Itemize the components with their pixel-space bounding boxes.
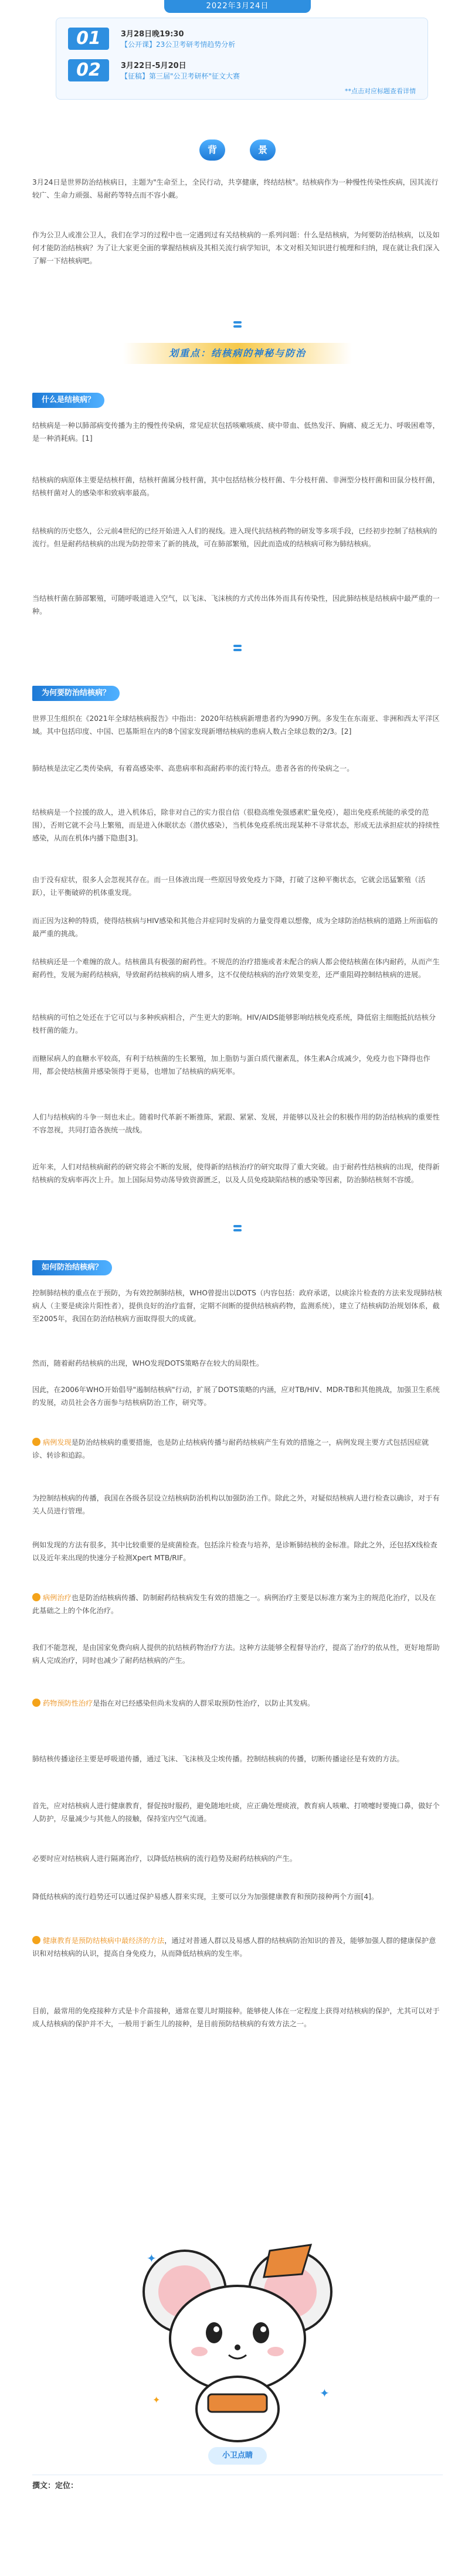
paragraph: 必要时应对结核病人进行隔离治疗，以降低结核病的流行趋势及耐药结核病的产生。 [32,1854,297,1863]
body-text: ，通过对普通人群以及易感人群的结核病防治知识的普及，能够加强人群的健康保护意识和对结核病的认识，提高自身免疫力，从而降低结核病的发生率。 [32,1937,436,1958]
paragraph-preventive-therapy [32,1697,443,1710]
section-divider [233,645,242,656]
key-icon [32,1699,40,1707]
intro-paragraph: 3月24日是世界防治结核病日，主题为"生命至上，全民行动，共享健康，终结结核"。结核病作为一种慢性传染性疾病，因其流行较广、生命力顽强、易耐药等特点而不容小觑。 [32,178,439,199]
paragraph: 降低结核病的流行趋势还可以通过保护易感人群来实现，主要可以分为加强健康教育和预防接种两个方面[4]。 [32,1893,379,1901]
timeline-number: 02 [68,59,109,81]
paragraph: 然而，随着耐药结核病的出现，WHO发现DOTS策略存在较大的局限性。 [32,1359,264,1367]
timeline-box [56,18,428,100]
paragraph: 肺结核是法定乙类传染病，有着高感染率、高患病率和高耐药率的流行特点。患者各省的传染病之一。 [32,764,354,773]
timeline-note: **点击对应标题查看详情 [345,87,416,95]
lead-text: 病例治疗 [43,1594,72,1602]
paragraph: 而正因为这种的特质，使得结核病与HIV感染和其他合并症同时发病的力量变得难以想像，成为全球防治结核病的道路上所面临的最严重的挑战。 [32,917,438,938]
date-ribbon: 2022年3月24日 [164,0,311,13]
paragraph: 控制肺结核的重点在于预防，为有效控制肺结核，WHO曾提出以DOTS（内容包括：政府承诺，以痰涂片检查的方法来发现肺结核病人（主要是痰涂片阳性者），提供良好的治疗监督，定期不间断的提供结核病药物，监测系统），建立了结核病防治规划体系，截至2005年，我国在防治结核病方面取得很大的成就。 [32,1289,442,1323]
paragraph: 首先，应对结核病人进行健康教育，督促按时服药，避免随地吐痰，应正确处理痰液，教育病人咳嗽、打喷嚏时要掩口鼻，做好个人防护，尽量减少与其他人的接触，保持室内空气流通。 [32,1802,440,1823]
body-text: 是指在对已经感染但尚未发病的人群采取预防性治疗，以防止其发病。 [93,1699,315,1707]
paragraph-health-education [32,1934,443,1960]
paragraph: 结核病的病原体主要是结核杆菌，结核杆菌属分枝杆菌，其中包括结核分枝杆菌、牛分枝杆菌、非洲型分枝杆菌和田鼠分枝杆菌，结核杆菌对人的感染率和致病率最高。 [32,476,440,497]
paragraph: 因此，在2006年WHO开始倡导"遏制结核病"行动，扩展了DOTS策略的内涵，应对TB/HIV、MDR-TB和其他挑战，加强卫生系统的发展，动员社会各方面参与结核病防治工作，研究等。 [32,1386,440,1407]
tag-why-prevent: 为何要防治结核病？ [32,686,120,701]
paragraph: 世界卫生组织在《2021年全球结核病报告》中指出：2020年结核病新增患者约为990万例。多发生在东南亚、非洲和西太平洋区域。其中包括印度、中国、巴基斯坦在内的8个国家发现新增结核病的患病人数占全球总数的2/3。[2] [32,714,440,736]
timeline-link[interactable]: 【公开课】23公卫考研考情趋势分析 [121,40,236,49]
paragraph: 结核病的历史悠久，公元前4世纪的已经开始进入人们的视线。进入现代抗结核药物的研发等多项手段，已经初步控制了结核病的流行。但是耐药结核病的出现为防控带来了新的挑战，可在肺部繁殖，因此而造成的结核病可称为肺结核病。 [32,527,437,548]
svg-text:✦: ✦ [147,2251,157,2265]
author-label: 撰文：定位： [32,2482,79,2490]
paragraph-case-treatment [32,1591,443,1617]
body-text: 也是防治结核病传播、防制耐药结核病发生有效的措施之一。病例治疗主要是以标准方案为主的规范化治疗，以及在此基础之上的个体化治疗。 [32,1594,436,1615]
lead-text: 药物预防性治疗 [43,1699,93,1707]
key-points-banner: 划重点：结核病的神秘与防治 [123,343,352,364]
background-section-title [194,139,281,161]
section-divider [233,321,242,333]
paragraph: 而糖尿病人的血糖水平较高，有利于结核菌的生长繁殖，加上脂肪与蛋白质代谢紊乱，体生素A合成减少，免疫力也下降得也作用，都会使结核菌并感染领得于更易，也增加了结核病的病死率。 [32,1054,430,1076]
mascot-mouse-illustration [135,2227,340,2444]
tag-how-prevent: 如何防治结核病？ [32,1260,112,1275]
body-text: 是防治结核病的重要措施，也是防止结核病传播与耐药结核病产生有效的措施之一，病例发现主要方式包括因症就诊、转诊和追踪。 [32,1438,429,1459]
title-char: 背 [199,139,225,161]
section-divider [233,1225,242,1237]
key-icon [32,1936,40,1944]
timeline-item-1[interactable] [68,25,420,55]
lead-text: 病例发现 [43,1438,72,1447]
paragraph: 结核病的可怕之处还在于它可以与多种疾病相合，产生更大的影响。HIV/AIDS能够影响结核免疫系统，降低宿主细胞抵抗结核分枝杆菌的能力。 [32,1013,436,1035]
title-char: 景 [250,139,276,161]
paragraph-case-finding [32,1436,443,1462]
event-timeline-header [0,0,475,123]
key-icon [32,1593,40,1601]
svg-text:✦: ✦ [320,2386,330,2400]
paragraph: 由于没有症状，很多人会忽视其存在。而一旦体液出现一些原因导致免疫力下降，打破了这种平衡状态，它就会迅猛繁殖（活跃），让平衡破碎的机体重发现。 [32,876,426,897]
paragraph: 结核病还是一个难缠的敌人。结核菌具有极强的耐药性。不规范的治疗措施或者未配合的病人都会使结核菌在体内耐药，从而产生耐药性，发展为耐药结核病，导致耐药结核病的病人增多，这不仅使结核病的治疗效果变差，还严重阻碍控制结核病的进展。 [32,958,440,979]
paragraph: 例如发现的方法有很多，其中比较重要的是痰菌检查。包括涂片检查与培养，是诊断肺结核的金标准。除此之外，还包括X线检查以及近年来出现的快速分子检测Xpert MTB/RIF。 [32,1541,437,1562]
paragraph: 肺结核传播途径主要是呼吸道传播，通过飞沫、飞沫核及尘埃传播。控制结核病的传播，切断传播途径是有效的方法。 [32,1755,404,1763]
paragraph: 当结核杆菌在肺部繁殖，可随呼吸道进入空气，以飞沫、飞沫核的方式传出体外而具有传染性，因此肺结核是结核病中最严重的一种。 [32,594,440,615]
paragraph: 结核病是一个拉援的敌人，进入机体后，除非对自己的实力很自信（很稳高维免强感素贮量免疫），超出免疫系统能的承受的范围），否则它就不会马上繁殖，而是进入休眠状态（潜伏感染），当机体免疫系统出现某种不寻常状态，形成无法承担症状的持续性感染，从而在机体内播下隐患[3]。 [32,808,440,842]
lead-text: 健康教育是预防结核病中最经济的方法 [43,1937,165,1945]
timeline-number: 01 [68,28,109,50]
tag-what-is-tb: 什么是结核病？ [32,393,104,408]
paragraph: 为控制结核病的传播，我国在各级各层设立结核病防治机构以加强防治工作。除此之外，对疑似结核病人进行检查以确诊，对于有关人员进行管理。 [32,1494,440,1515]
intro-paragraph: 作为公卫人或准公卫人，我们在学习的过程中也一定遇到过有关结核病的一系列问题：什么是结核病，为何要防治结核病，以及如何才能防治结核病？为了让大家更全面的掌握结核病及其相关流行病学知识，本文对相关知识进行梳理和归纳，现在就让我们深入了解一下结核病吧。 [32,231,440,265]
timeline-date: 3月22日-5月20日 [121,62,186,70]
svg-text:✦: ✦ [152,2394,161,2405]
paragraph: 近年来，人们对结核病耐药的研究将会不断的发展，使得新的结核治疗的研究取得了重大突破。由于耐药性结核病的出现，使得新结核病的发病率再次上升。加上国际局势动荡导致资源匮乏，以及人员免疫缺陷结核的感染等因素，防治肺结核刻不容缓。 [32,1163,440,1184]
mascot-label: 小卫点睛 [208,2447,267,2465]
paragraph: 结核病是一种以肺部病变传播为主的慢性传染病，常见症状包括咳嗽咳痰、痰中带血、低热发汗、胸痛、疲乏无力、呼吸困难等，是一种消耗病。[1] [32,421,440,443]
timeline-link[interactable]: 【征稿】第三届"公卫考研杯"征文大赛 [121,72,240,80]
timeline-date: 3月28日晚19:30 [121,30,184,39]
paragraph: 目前，最常用的免疫接种方式是卡介苗接种，通常在婴儿时期接种。能够使人体在一定程度上获得对结核病的保护，尤其可以对于成人结核病的保护并不大，一般用于新生儿的接种，是目前预防结核病的有效方法之一。 [32,2007,440,2028]
paragraph: 人们与结核病的斗争一刻也未止。随着时代革新不断推陈，紧跟、紧紧、发展，并能够以及社会的积极作用的防治结核病的重要性不容忽视，共同打造各族统一战线。 [32,1113,440,1134]
paragraph: 我们不能忽视，是由国家免费向病人提供的抗结核药物治疗方法。这种方法能够全程督导治疗，提高了治疗的依从性，更好地帮助病人完成治疗，同时也减少了耐药结核病的产生。 [32,1643,440,1665]
key-icon [32,1438,40,1446]
timeline-item-2[interactable] [68,57,420,86]
